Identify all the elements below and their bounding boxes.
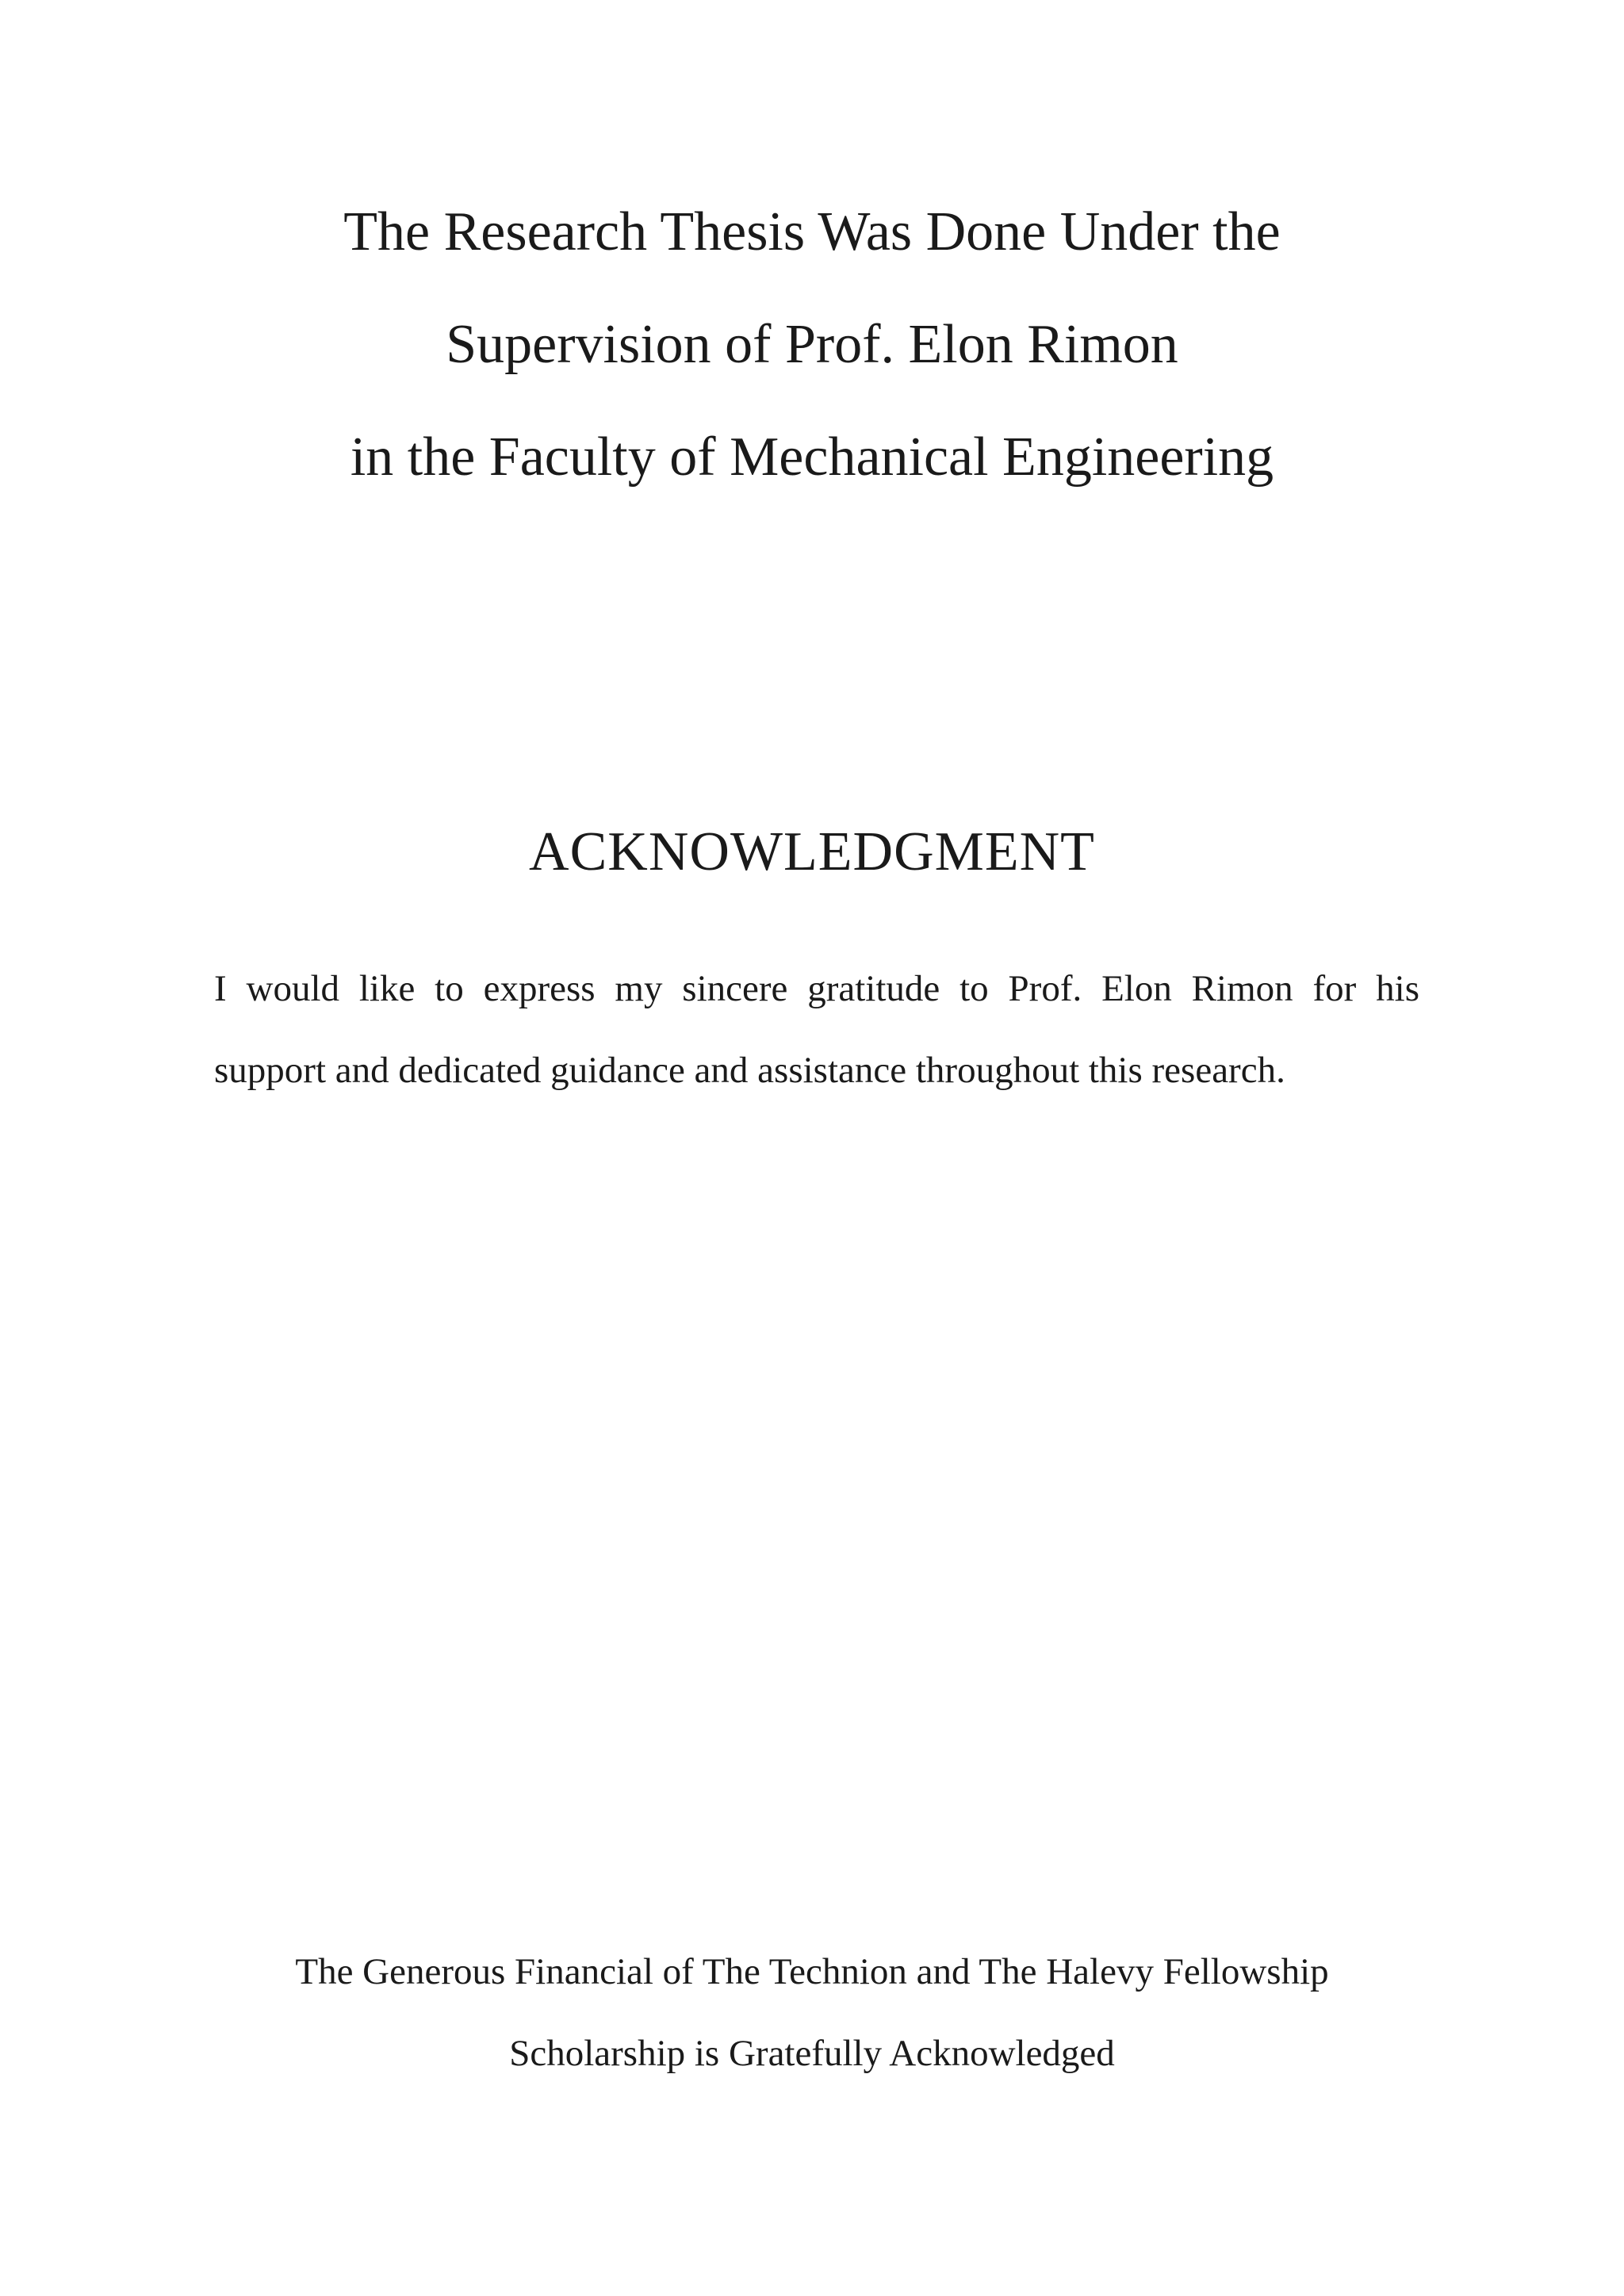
supervision-line-1: The Research Thesis Was Done Under the [343,201,1281,262]
funding-line-2: Scholarship is Gratefully Acknowledged [509,2033,1115,2074]
acknowledgment-line-2: support and dedicated guidance and assistance throughout this research. [214,1050,1285,1091]
supervision-line-3: in the Faculty of Mechanical Engineering [350,427,1274,488]
supervision-statement [0,176,1624,514]
acknowledgment-text [214,948,1419,1112]
supervision-line-2: Supervision of Prof. Elon Rimon [446,314,1178,375]
funding-line-1: The Generous Financial of The Technion and The Halevy Fellowship [295,1951,1329,1992]
acknowledgment-heading: ACKNOWLEDGMENT [529,821,1095,882]
funding-acknowledgment [0,1931,1624,2095]
acknowledgment-line-1: I would like to express my sincere gratitude to Prof. Elon Rimon for his [214,968,1419,1009]
